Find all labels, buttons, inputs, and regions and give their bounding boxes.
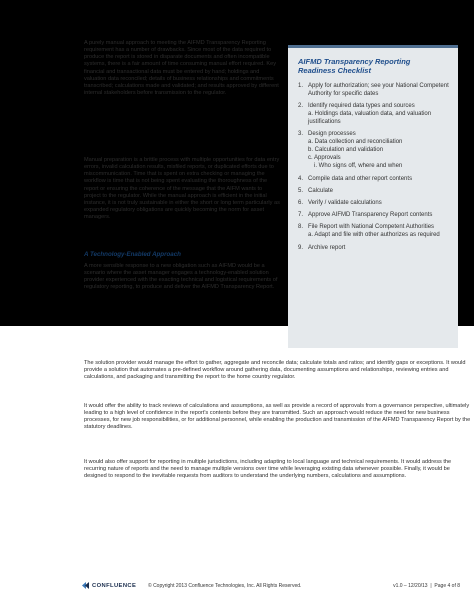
confluence-logo-icon <box>82 582 90 589</box>
page-info: v1.0 – 12/20/13 | Page 4 of 8 <box>393 583 460 589</box>
checklist-item <box>298 211 454 219</box>
sidebar-title: AIFMD Transparency Reporting Readiness Checklist <box>298 57 411 75</box>
body-paragraph-1: A purely manual approach to meeting the AIFMD Transparency Reporting requirement has a number of drawbacks. Since most of the data required to produce the report is stored in disparate documents and often incompatible systems, there is a fair amount of time consuming manual effort required. Key financial and transactional data must be entered by hand; holdings and valuation data reconciled; details of business relationships and commitments transcribed; calculations made and validated; and results approved by different internal stakeholders before transmission to the regulator. <box>84 40 279 97</box>
item-number: 9. <box>298 244 304 251</box>
item-text: Compile data and other report contents <box>308 175 413 182</box>
item-number: 5. <box>298 187 304 194</box>
checklist-sidebar <box>288 45 458 348</box>
company-logo <box>82 582 136 589</box>
item-subtext: a. Data collection and reconciliation <box>308 139 403 146</box>
item-number: 7. <box>298 212 304 219</box>
item-number: 3. <box>298 131 304 138</box>
checklist-item <box>298 130 454 170</box>
item-subtext: c. Approvals <box>308 155 341 162</box>
checklist-item <box>298 82 454 98</box>
checklist <box>298 82 454 256</box>
item-text: Verify / validate calculations <box>308 199 382 206</box>
item-text: Calculate <box>308 187 334 194</box>
page-number: Page 4 of 8 <box>434 583 460 589</box>
section-heading: A Technology-Enabled Approach <box>84 251 181 258</box>
item-number: 1. <box>298 83 304 89</box>
item-subtext: a. Holdings data, valuation data, and valuation justifications <box>308 111 432 126</box>
item-text: Approve AIFMD Transparency Report contents <box>308 212 433 219</box>
logo-text: CONFLUENCE <box>92 582 137 589</box>
page-footer <box>82 581 460 591</box>
item-number: 8. <box>298 224 304 231</box>
body-paragraph-3: A more sensible response to a new obligation such as AIFMD would be a scenario where the asset manager engages a technology-enabled solution provider experienced with the exacting technical and logistical requirements of regulatory reporting, to produce and deliver the AIFMD Transparency Report. <box>84 263 278 291</box>
item-text: Design processes <box>308 131 356 138</box>
body-paragraph-4: The solution provider would manage the effort to gather, aggregate and reconcile data; calculate totals and ratios; and identify gaps or exceptions. It would provide a solution that automates a pre-defined workflow around gathering data, documenting assumptions and relationships, reviewing entries and calculations, and packaging and transmitting the report to the home country regulator. <box>84 360 466 381</box>
checklist-item <box>298 199 454 207</box>
version-text: v1.0 – 12/20/13 <box>393 583 428 589</box>
item-number: 6. <box>298 199 304 206</box>
item-number: 4. <box>298 175 304 182</box>
checklist-item <box>298 175 454 183</box>
body-paragraph-6: It would also offer support for reporting in multiple jurisdictions, including adapting to local language and technical requirements. It would address the recurring nature of reports and the need to manage multiple versions over time while leveraging existing data whenever possible. Finally, it would be designed to respond to the inevitable requests from auditors to understand the underlying numbers, calculations and assumptions. <box>84 459 452 480</box>
item-subtext: b. Calculation and validation <box>308 147 384 154</box>
body-paragraph-5: It would offer the ability to track reviews of calculations and assumptions, as well as provide a record of approvals from a governance perspective, ultimately leading to a high level of confidence in the report's contents before they are transmitted. Such an approach would reduce the need for new business processes, for new job responsibilities, or for additional personnel, while enabling the production and transmission of the AIFMD Transparency Report by the statutory deadlines. <box>84 403 471 431</box>
item-subsubtext: i. Who signs off, where and when <box>314 163 403 170</box>
item-text: File Report with National Competent Authorities <box>308 224 435 231</box>
body-paragraph-2: Manual preparation is a brittle process with multiple opportunities for data entry errors, invalid calculation results, misfiled reports, or duplicated efforts due to miscommunication. Time that is spent on extra checking or managing the workflow is time that is not being spent evaluating the thoroughness of the report or ensuring the coherence of the message that the AIFM wants to project to the regulator. While the manual approach is efficient in the initial instance, it is not truly sustainable in either the short or long term particularly as expanded regulatory obligations are quickly becoming the norm for asset managers. <box>84 157 280 221</box>
checklist-item <box>298 223 454 239</box>
item-number: 2. <box>298 103 304 110</box>
checklist-item <box>298 187 454 195</box>
item-text: Archive report <box>308 244 346 251</box>
item-text: Apply for authorization; see your National Competent Authority for specific dates <box>308 83 449 97</box>
copyright-text: © Copyright 2013 Confluence Technologies, Inc. All Rights Reserved. <box>148 583 302 589</box>
checklist-item <box>298 244 454 252</box>
checklist-item <box>298 102 454 126</box>
item-subtext: a. Adapt and file with other authorizes as required <box>308 232 440 239</box>
item-text: Identify required data types and sources <box>308 103 415 110</box>
